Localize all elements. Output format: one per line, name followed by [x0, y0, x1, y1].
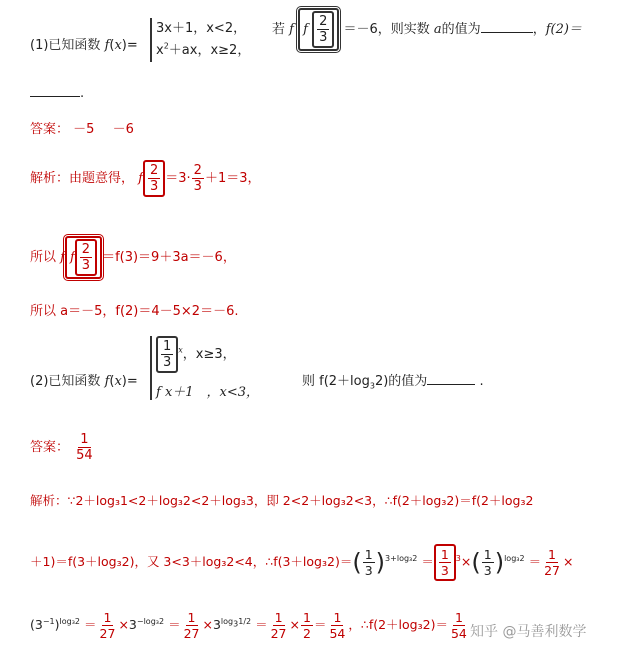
step1-eq: ＝3· — [165, 171, 191, 186]
outer-bracket — [298, 8, 339, 51]
piecewise-2 — [150, 336, 259, 400]
var-a: a — [433, 22, 442, 37]
piecewise-1 — [150, 18, 250, 62]
analysis-2-line1: 解析：∵2＋log₃1<2＋log₃2<2＋log₃3，即 2<2＋log₃2<3，∴f(2＋log₃2)＝f(2＋log₃2 — [30, 493, 534, 508]
answer-blank-2[interactable] — [30, 95, 80, 97]
analysis-1-step3: 所以 a＝－5，f(2)＝4－5×2＝－6. — [30, 304, 239, 319]
inner-bracket: $\frac{2}{3}$ — [75, 239, 97, 276]
analysis-2-line3: $(3^{-1})^{log_32}$ ＝ $\frac{1}{27}$ $\times 3^{-log_32}$ ＝ $\frac{1}{27}$ $\times 3^{log_31/2}$ ＝ $\frac{1}{27}$ × $\frac{1}{2}$ ＝ $\frac{1}{54}$ ，∴f(2＋log₃2)＝ $\frac{1}{54}$ — [30, 610, 467, 641]
answer-value-2: －6 — [112, 122, 134, 137]
fraction-1-54: $\frac{1}{54}$ — [76, 432, 93, 463]
question-2: 则 $f(2+\log_32)$的值为 . — [302, 374, 484, 391]
problem-1-lead: (1)已知函数 — [30, 38, 101, 53]
piece-2: f x＋1 ，x<3， — [156, 385, 260, 400]
answer-value-1: －5 — [73, 122, 95, 137]
bracket: $\frac{1}{3}$ — [156, 336, 178, 373]
piecewise-brace — [150, 336, 259, 400]
answer-blank-3[interactable] — [427, 383, 475, 385]
piece-1: 3x＋1，x<2， — [156, 21, 247, 36]
equals: = — [126, 374, 138, 389]
f2-label: f(2)＝ — [545, 22, 582, 37]
step1-tail: ＋1＝3， — [204, 171, 261, 186]
f-symbol: f — [138, 171, 143, 186]
step2-rest: ＝f(3)＝9＋3a＝－6， — [102, 250, 236, 265]
problem-2-lead: (2)已知函数 — [30, 374, 101, 389]
f-outer: f — [60, 250, 65, 265]
ruo-label: 若 — [272, 22, 286, 37]
outer-bracket — [65, 236, 102, 279]
variable-x: x — [114, 38, 122, 53]
answer-label: 答案： — [30, 440, 70, 455]
analysis-1-step2 — [30, 236, 236, 279]
piece-2: $x^2+ax$，x≥2， — [156, 41, 251, 58]
equals: = — [126, 38, 138, 53]
piecewise-brace — [150, 18, 250, 62]
analysis-1-step1 — [30, 160, 260, 197]
blank-line-2 — [30, 86, 84, 102]
question-text: 则 f(2＋log — [302, 374, 370, 389]
answer-2 — [30, 432, 96, 463]
function-symbol: f — [104, 38, 110, 53]
condition-text: ＝－6，则实数 — [343, 22, 430, 37]
analysis-label: 解析：由题意得， — [30, 171, 135, 186]
answer-blank-1[interactable] — [481, 31, 533, 33]
question-text-2: 2)的值为 — [374, 374, 428, 389]
inner-bracket — [312, 11, 334, 48]
so-label: 所以 — [30, 250, 57, 265]
fraction-2-3: $\frac{2}{3}$ — [319, 14, 328, 45]
answer-1 — [30, 122, 134, 138]
period: . — [80, 86, 85, 101]
condition-1 — [272, 8, 582, 51]
bracket: $\frac{1}{3}$ — [434, 544, 456, 581]
piece-1: $\frac{1}{3}$ $^x$，x≥3， — [156, 336, 259, 373]
comma: ， — [532, 22, 546, 37]
problem-1: (1)已知函数 f(x)= — [30, 38, 138, 53]
value-label: 的值为 — [441, 22, 481, 37]
analysis-2-line2: ＋1)＝f(3＋log₃2)，又 3<3＋log₃2<4，∴f(3＋log₃2)＝( $\frac{1}{3}$ )$^{3+log_32}$ ＝ $\frac{1}{3}$ $^3$×( $\frac{1}{3}$ )$^{log_32}$ ＝ $\frac{1}{27}$ × — [30, 544, 573, 581]
f-outer: f — [289, 22, 294, 37]
period: . — [479, 374, 484, 389]
bracket: $\frac{2}{3}$ — [143, 160, 165, 197]
watermark: 知乎 @马善利数学 — [470, 624, 587, 640]
function-symbol: f — [104, 374, 110, 389]
fraction-2-3: $\frac{2}{3}$ — [193, 163, 202, 194]
variable-x: x — [114, 374, 122, 389]
problem-2: (2)已知函数 f(x)= — [30, 374, 138, 389]
f-inner: f — [69, 250, 75, 265]
answer-label: 答案： — [30, 122, 70, 137]
line2-text: ＋1)＝f(3＋log₃2)，又 3<3＋log₃2<4，∴f(3＋log₃2)＝ — [30, 554, 353, 569]
f-inner: f — [303, 22, 308, 37]
